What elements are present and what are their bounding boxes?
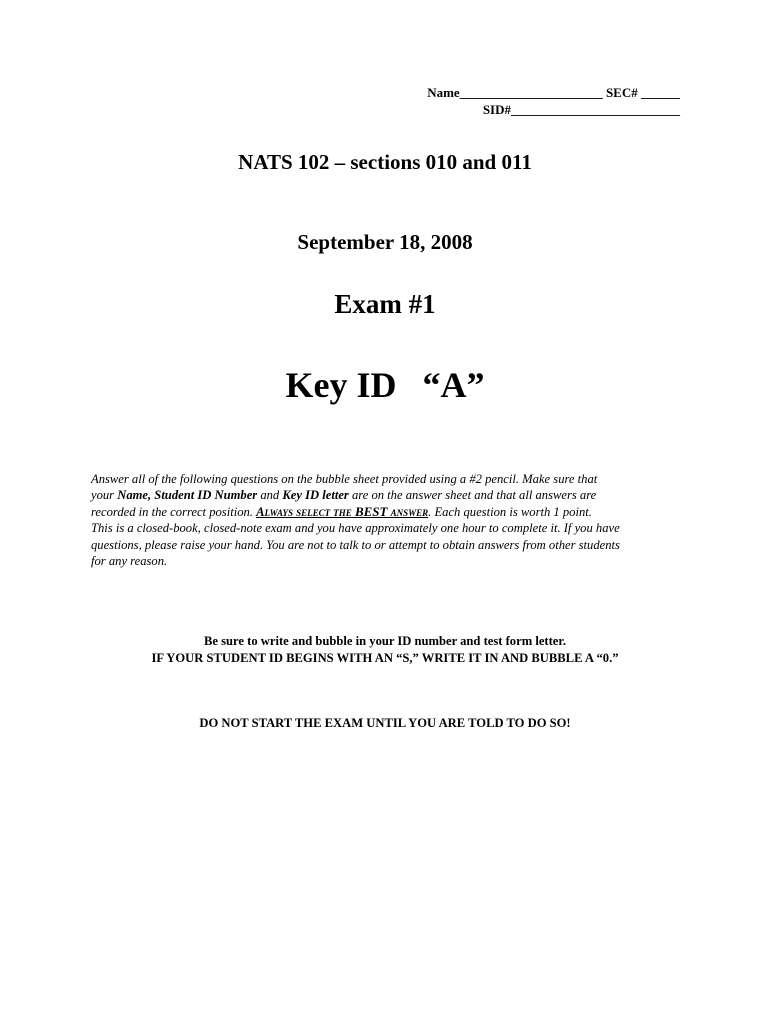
course-title: NATS 102 – sections 010 and 011	[238, 150, 532, 174]
instructions-line: questions, please raise your hand. You are not to talk to or attempt to obtain answers from other students	[91, 537, 620, 552]
best-answer-emphasis	[256, 505, 428, 519]
name-sec-line: Name______________________ SEC# ______	[427, 85, 680, 100]
start-warning: DO NOT START THE EXAM UNTIL YOU ARE TOLD TO DO SO!	[199, 716, 571, 730]
instructions-line	[91, 487, 691, 503]
id-notice-line: IF YOUR STUDENT ID BEGINS WITH AN “S,” WRITE IT IN AND BUBBLE A “0.”	[151, 651, 619, 665]
instructions-text: and	[257, 488, 283, 503]
key-id-heading	[0, 364, 770, 406]
answer-text: answer	[390, 504, 429, 519]
id-notice-line: Be sure to write and bubble in your ID number and test form letter.	[204, 634, 566, 648]
instructions-line: for any reason.	[91, 554, 168, 569]
instructions-emphasis: Key ID letter	[282, 488, 349, 503]
instructions-text: your	[91, 488, 118, 503]
instructions-text: are on the answer sheet and that all answers are	[348, 488, 597, 503]
sid-line: SID#__________________________	[482, 102, 680, 117]
instructions-line	[91, 504, 691, 520]
key-id-label: Key ID	[285, 365, 397, 405]
instructions-emphasis: Name, Student ID Number	[117, 488, 258, 503]
best-text: BEST	[354, 503, 388, 519]
instructions-text: recorded in the correct position.	[91, 504, 257, 519]
exam-number: Exam #1	[334, 289, 436, 319]
id-notice	[0, 633, 770, 667]
instructions-line: Answer all of the following questions on the bubble sheet provided using a #2 pencil. Make sure that	[91, 472, 598, 486]
student-info-header	[427, 84, 680, 118]
exam-date: September 18, 2008	[297, 230, 473, 254]
always-select-text: Always select the	[256, 504, 352, 519]
instructions-text: . Each question is worth 1 point.	[428, 504, 592, 519]
instructions-paragraph	[91, 471, 691, 569]
instructions-line: This is a closed-book, closed-note exam and you have approximately one hour to complete it. If you have	[91, 521, 620, 536]
key-id-value: “A”	[422, 365, 485, 405]
